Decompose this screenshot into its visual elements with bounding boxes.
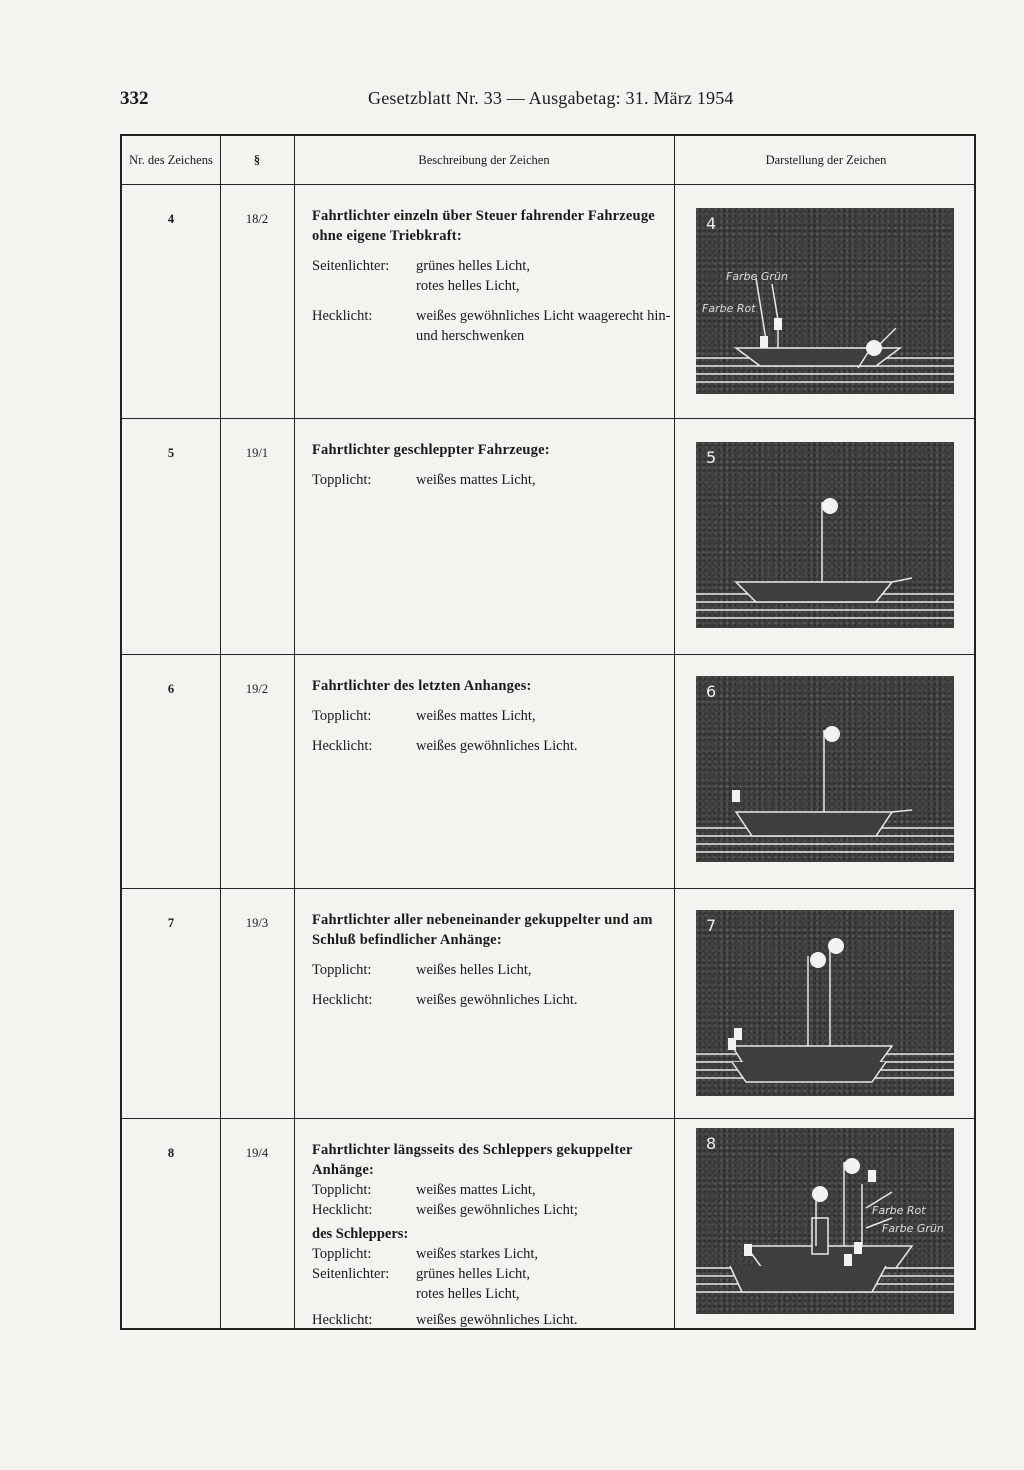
light-desc: weißes mattes Licht,: [416, 708, 536, 724]
sign-number: 7: [167, 916, 175, 930]
running-head: Gesetzblatt Nr. 33 — Ausgabetag: 31. März 1954: [368, 88, 734, 108]
illustration: [696, 1128, 954, 1314]
paragraph-ref: 18/2: [245, 212, 269, 226]
sign-number: 6: [167, 682, 175, 696]
description-title: Fahrtlichter geschleppter Fahrzeuge:: [312, 442, 550, 458]
light-type: Hecklicht:: [312, 1202, 373, 1218]
paragraph-ref: 19/4: [245, 1146, 269, 1160]
light-desc: weißes gewöhnliches Licht.: [416, 992, 578, 1008]
description-subhead: des Schleppers:: [312, 1226, 409, 1242]
illustration: [696, 208, 954, 394]
light-type: Topplicht:: [312, 472, 372, 488]
boat-drawing: [696, 1128, 954, 1314]
description: [312, 206, 672, 346]
description: [312, 1140, 672, 1330]
light-type: Topplicht:: [312, 708, 372, 724]
light-desc: weißes gewöhnliches Licht waagerecht hin- und herschwenken: [416, 308, 671, 344]
description: [312, 910, 672, 1010]
illustration-number: 5: [706, 448, 717, 467]
boat-drawing: [696, 208, 954, 394]
color-label: Farbe Grün: [882, 1222, 944, 1235]
illustration: [696, 910, 954, 1096]
light-type: Hecklicht:: [312, 738, 373, 754]
color-label: Farbe Rot: [702, 302, 756, 315]
color-label: Farbe Rot: [872, 1204, 926, 1217]
light-desc: grünes helles Licht,: [416, 1266, 530, 1282]
illustration-number: 6: [706, 682, 717, 701]
light-type: Seitenlichter:: [312, 1266, 390, 1282]
header-number: Nr. des Zeichens: [129, 152, 213, 167]
light-type: Seitenlichter:: [312, 258, 390, 274]
row-divider: [122, 418, 974, 419]
light-desc: rotes helles Licht,: [416, 278, 520, 294]
paragraph-ref: 19/2: [245, 682, 269, 696]
light-desc: weißes starkes Licht,: [416, 1246, 539, 1262]
page-number: 332: [120, 88, 149, 109]
row-divider: [122, 184, 974, 185]
description-title: Fahrtlichter einzeln über Steuer fahrender Fahrzeuge ohne eigene Triebkraft:: [312, 208, 655, 244]
light-type: Topplicht:: [312, 1182, 372, 1198]
signals-table: [120, 134, 976, 1330]
header-description: Beschreibung der Zeichen: [418, 152, 550, 167]
color-label: Farbe Grün: [726, 270, 788, 283]
light-type: Topplicht:: [312, 962, 372, 978]
boat-drawing: [696, 910, 954, 1096]
illustration-number: 7: [706, 916, 717, 935]
description-title: Fahrtlichter längsseits des Schleppers gekuppelter Anhänge:: [312, 1142, 633, 1178]
row-divider: [122, 1118, 974, 1119]
header-paragraph: §: [253, 152, 261, 167]
row-divider: [122, 654, 974, 655]
boat-drawing: [696, 442, 954, 628]
page-header: [120, 88, 980, 114]
description: [312, 440, 672, 490]
description-title: Fahrtlichter des letzten Anhanges:: [312, 678, 532, 694]
description-title: Fahrtlichter aller nebeneinander gekuppelter und am Schluß befindlicher Anhänge:: [312, 912, 653, 948]
light-type: Topplicht:: [312, 1246, 372, 1262]
light-type: Hecklicht:: [312, 308, 373, 324]
sign-number: 5: [167, 446, 175, 460]
light-type: Hecklicht:: [312, 992, 373, 1008]
illustration-number: 4: [706, 214, 717, 233]
paragraph-ref: 19/1: [245, 446, 269, 460]
boat-drawing: [696, 676, 954, 862]
table-row: [122, 420, 974, 654]
light-desc: weißes gewöhnliches Licht.: [416, 738, 578, 754]
light-type: Hecklicht:: [312, 1312, 373, 1328]
light-desc: rotes helles Licht,: [416, 1286, 520, 1302]
row-divider: [122, 888, 974, 889]
description: [312, 676, 672, 756]
light-desc: weißes gewöhnliches Licht;: [416, 1202, 578, 1218]
table-row: [122, 890, 974, 1118]
sign-number: 4: [167, 212, 175, 226]
table-row: [122, 656, 974, 888]
light-desc: weißes mattes Licht,: [416, 1182, 536, 1198]
table-row: [122, 186, 974, 418]
header-illustration: Darstellung der Zeichen: [765, 152, 887, 167]
table-row: [122, 1120, 974, 1330]
illustration: [696, 442, 954, 628]
illustration: [696, 676, 954, 862]
sign-number: 8: [167, 1146, 175, 1160]
light-desc: weißes helles Licht,: [416, 962, 532, 978]
light-desc: grünes helles Licht,: [416, 258, 530, 274]
light-desc: weißes gewöhnliches Licht.: [416, 1312, 578, 1328]
light-desc: weißes mattes Licht,: [416, 472, 536, 488]
paragraph-ref: 19/3: [245, 916, 269, 930]
illustration-number: 8: [706, 1134, 717, 1153]
